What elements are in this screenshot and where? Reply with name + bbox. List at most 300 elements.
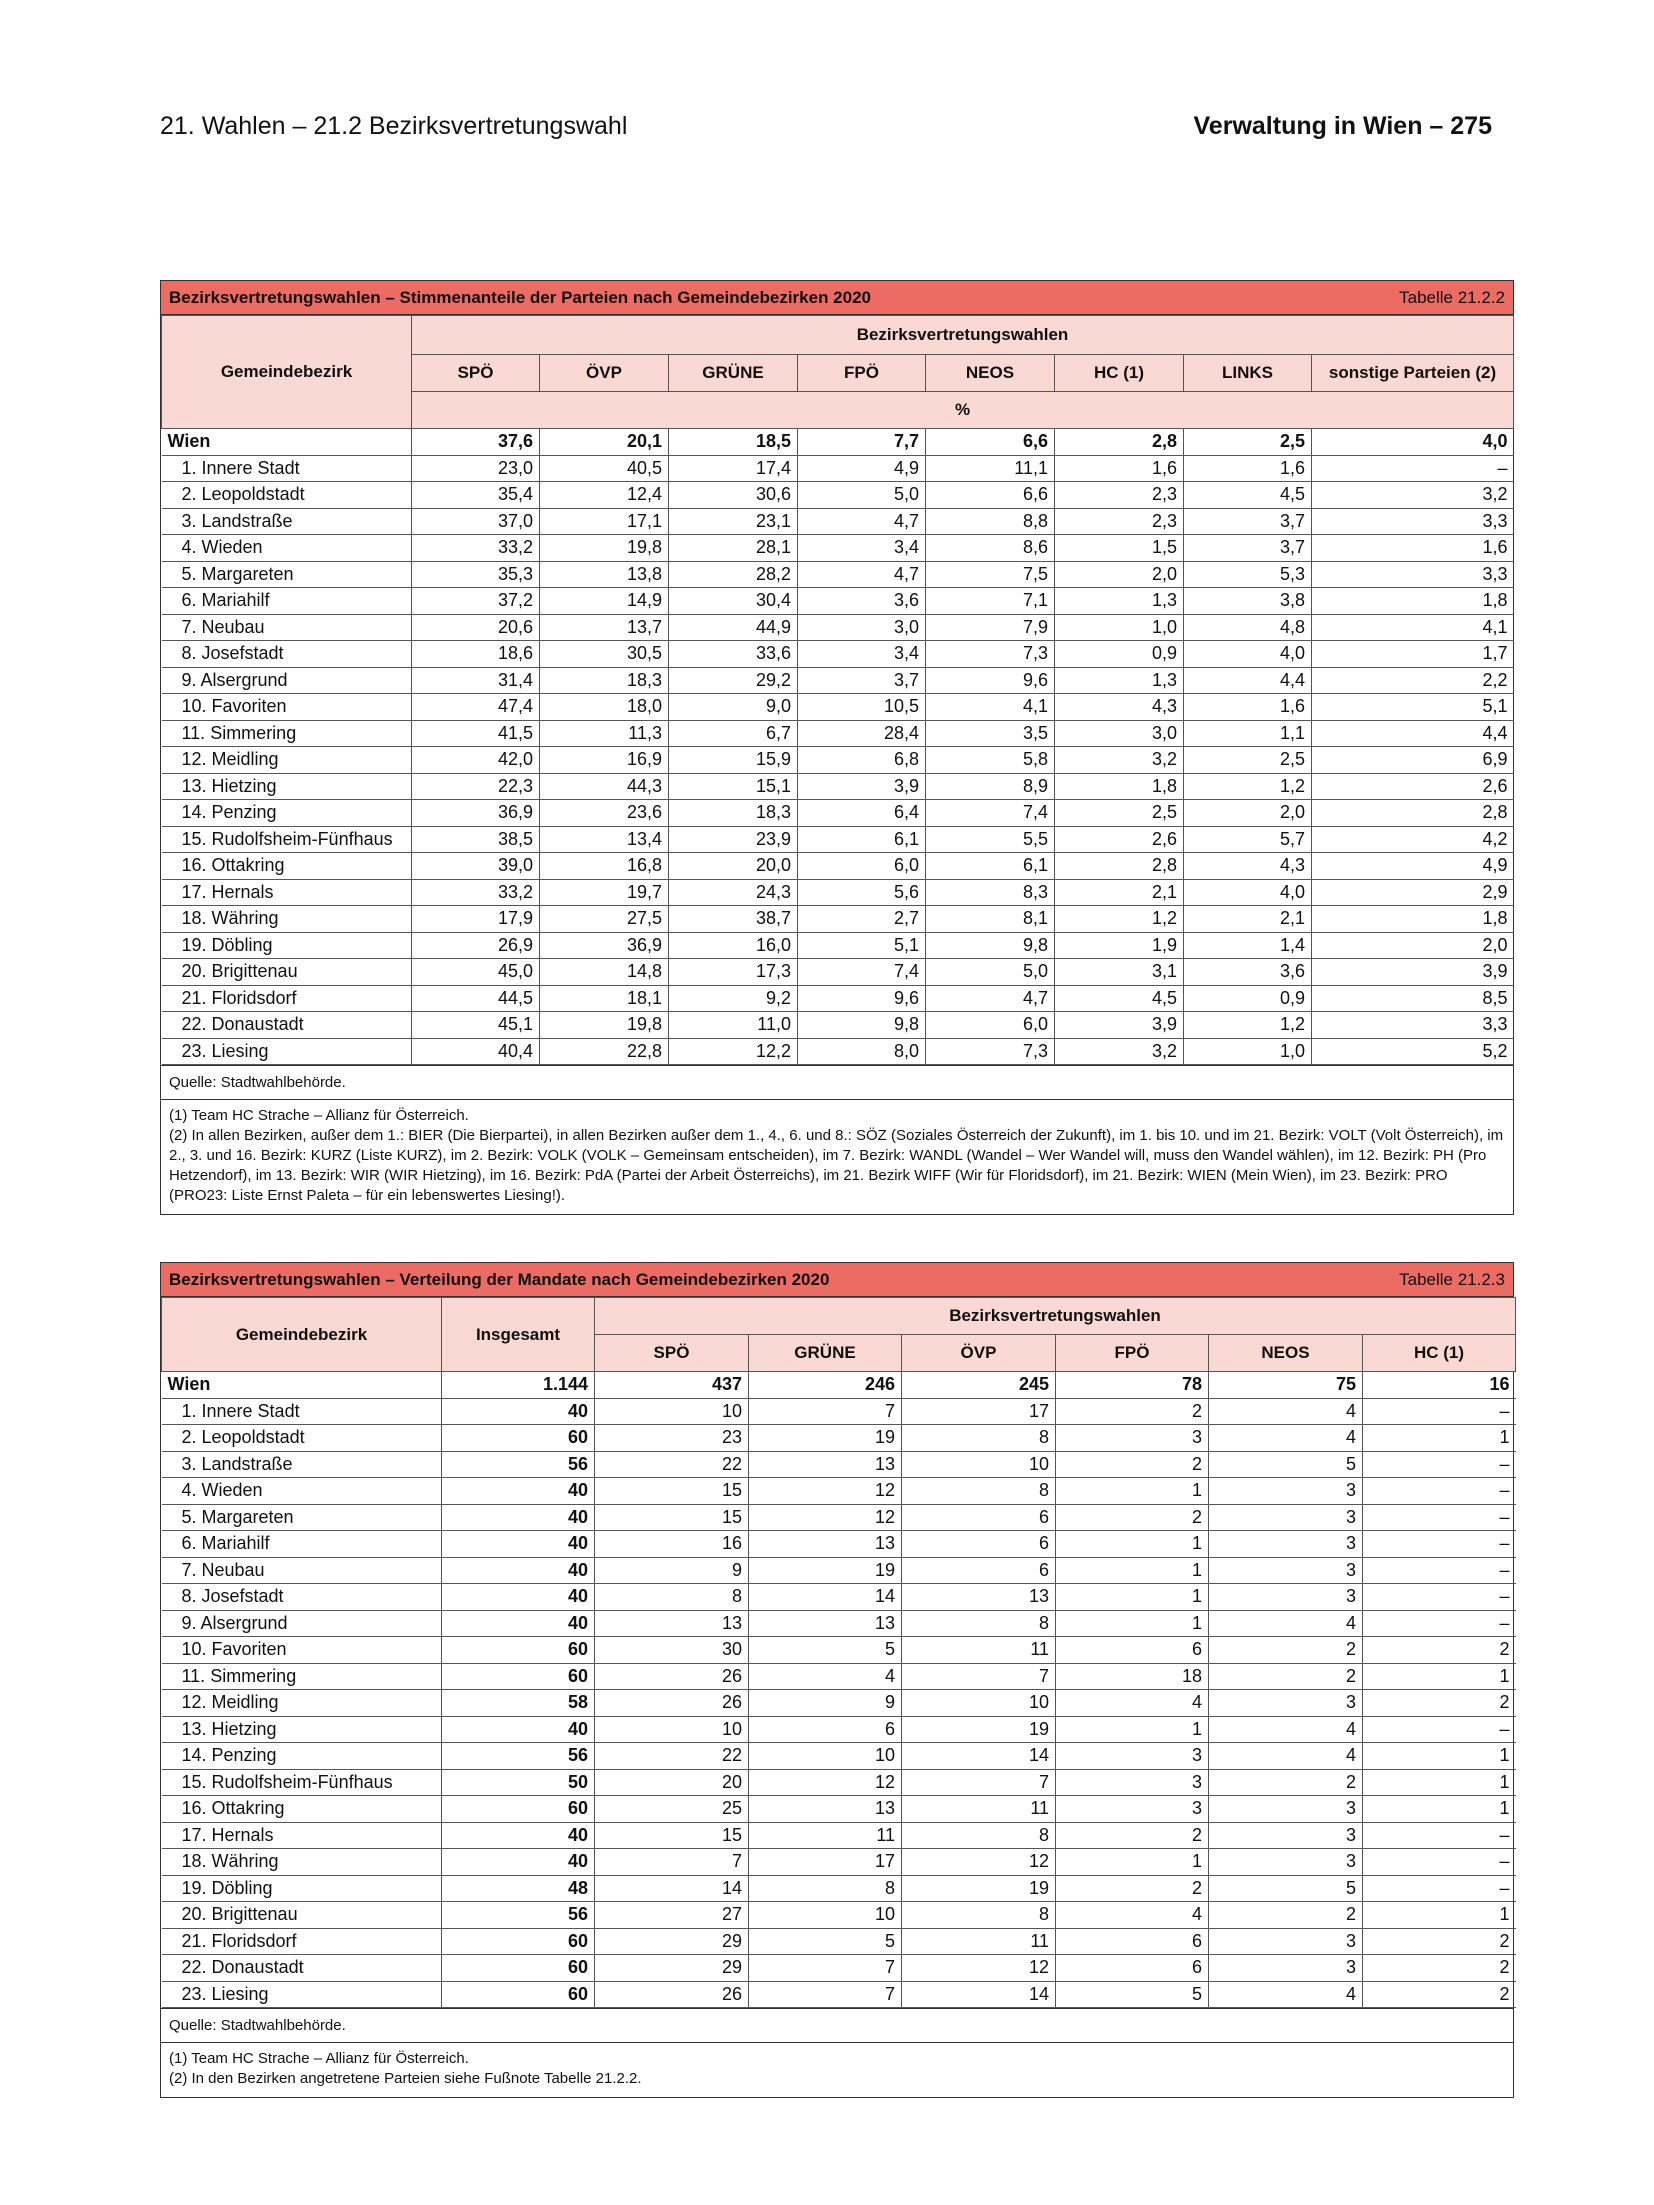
- value-cell: 7: [749, 1398, 902, 1425]
- table-row: [162, 482, 1514, 509]
- value-cell: 3,3: [1312, 1012, 1514, 1039]
- table-row: [162, 1663, 1516, 1690]
- value-cell: 27,5: [540, 906, 669, 933]
- value-cell: 12: [902, 1849, 1056, 1876]
- total-cell: 40: [442, 1849, 595, 1876]
- value-cell: 33,2: [412, 535, 540, 562]
- table-row: [162, 1557, 1516, 1584]
- value-cell: 26,9: [412, 932, 540, 959]
- total-cell: 56: [442, 1902, 595, 1929]
- value-cell: 4,0: [1312, 429, 1514, 456]
- table-row: [162, 853, 1514, 880]
- value-cell: 2: [1363, 1981, 1516, 2008]
- value-cell: 8: [902, 1478, 1056, 1505]
- value-cell: 1,7: [1312, 641, 1514, 668]
- value-cell: 44,9: [669, 614, 798, 641]
- value-cell: 2: [1363, 1955, 1516, 1982]
- column-header: LINKS: [1184, 355, 1312, 392]
- value-cell: 13,4: [540, 826, 669, 853]
- value-cell: 11: [902, 1928, 1056, 1955]
- value-cell: 13: [595, 1610, 749, 1637]
- value-cell: 3,3: [1312, 508, 1514, 535]
- column-header: SPÖ: [412, 355, 540, 392]
- source-note: Quelle: Stadtwahlbehörde.: [161, 2008, 1513, 2042]
- value-cell: 4,7: [798, 508, 926, 535]
- value-cell: 4,0: [1184, 879, 1312, 906]
- district-name: 14. Penzing: [162, 1743, 442, 1770]
- page-header-title: Verwaltung in Wien – 275: [1193, 112, 1492, 140]
- value-cell: –: [1363, 1875, 1516, 1902]
- value-cell: 9,6: [926, 667, 1055, 694]
- value-cell: 45,1: [412, 1012, 540, 1039]
- value-cell: 1,2: [1055, 906, 1184, 933]
- district-name: 16. Ottakring: [162, 1796, 442, 1823]
- value-cell: 6,1: [926, 853, 1055, 880]
- value-cell: 2: [1209, 1769, 1363, 1796]
- value-cell: 8: [902, 1902, 1056, 1929]
- value-cell: 29,2: [669, 667, 798, 694]
- value-cell: 5,7: [1184, 826, 1312, 853]
- district-name: 20. Brigittenau: [162, 1902, 442, 1929]
- value-cell: 17,9: [412, 906, 540, 933]
- value-cell: 7,4: [926, 800, 1055, 827]
- table-vote-shares: [160, 280, 1514, 1215]
- table-row: [162, 1478, 1516, 1505]
- value-cell: 2,6: [1055, 826, 1184, 853]
- value-cell: 19: [749, 1557, 902, 1584]
- value-cell: 28,4: [798, 720, 926, 747]
- value-cell: 7: [595, 1849, 749, 1876]
- value-cell: 3,4: [798, 641, 926, 668]
- value-cell: 8,9: [926, 773, 1055, 800]
- value-cell: 10: [902, 1690, 1056, 1717]
- table-row: [162, 932, 1514, 959]
- value-cell: 24,3: [669, 879, 798, 906]
- value-cell: 2,9: [1312, 879, 1514, 906]
- value-cell: 18,6: [412, 641, 540, 668]
- value-cell: 45,0: [412, 959, 540, 986]
- value-cell: 12: [749, 1769, 902, 1796]
- column-header-district: Gemeindebezirk: [162, 316, 412, 429]
- value-cell: 31,4: [412, 667, 540, 694]
- value-cell: 41,5: [412, 720, 540, 747]
- value-cell: 17,1: [540, 508, 669, 535]
- district-name: 12. Meidling: [162, 1690, 442, 1717]
- footnote: (1) Team HC Strache – Allianz für Österreich.: [169, 1107, 469, 1124]
- value-cell: 1,6: [1312, 535, 1514, 562]
- value-cell: 4,2: [1312, 826, 1514, 853]
- value-cell: 1,4: [1184, 932, 1312, 959]
- source-note: Quelle: Stadtwahlbehörde.: [161, 1065, 1513, 1099]
- value-cell: 15: [595, 1822, 749, 1849]
- value-cell: 4,0: [1184, 641, 1312, 668]
- value-cell: 8,8: [926, 508, 1055, 535]
- value-cell: 2: [1209, 1637, 1363, 1664]
- value-cell: 1: [1363, 1796, 1516, 1823]
- value-cell: 4,7: [798, 561, 926, 588]
- value-cell: 8: [749, 1875, 902, 1902]
- value-cell: 1,3: [1055, 588, 1184, 615]
- value-cell: 30,5: [540, 641, 669, 668]
- table-row: [162, 959, 1514, 986]
- value-cell: 13: [749, 1531, 902, 1558]
- value-cell: 2,8: [1055, 429, 1184, 456]
- value-cell: 1,6: [1055, 455, 1184, 482]
- value-cell: 9,0: [669, 694, 798, 721]
- value-cell: 29: [595, 1928, 749, 1955]
- value-cell: 4: [1209, 1981, 1363, 2008]
- value-cell: 13,8: [540, 561, 669, 588]
- value-cell: 8,1: [926, 906, 1055, 933]
- value-cell: 5,5: [926, 826, 1055, 853]
- table-row: [162, 1425, 1516, 1452]
- table-title-bar: [161, 281, 1513, 315]
- value-cell: 1: [1056, 1849, 1209, 1876]
- value-cell: 3: [1056, 1769, 1209, 1796]
- value-cell: 7,4: [798, 959, 926, 986]
- value-cell: 3,8: [1184, 588, 1312, 615]
- value-cell: –: [1363, 1478, 1516, 1505]
- value-cell: 16: [595, 1531, 749, 1558]
- district-name: 10. Favoriten: [162, 694, 412, 721]
- value-cell: 3,7: [1184, 508, 1312, 535]
- value-cell: 9,8: [926, 932, 1055, 959]
- district-name: 19. Döbling: [162, 932, 412, 959]
- value-cell: 22,3: [412, 773, 540, 800]
- value-cell: 8: [902, 1610, 1056, 1637]
- value-cell: 3: [1209, 1557, 1363, 1584]
- value-cell: 4: [1056, 1902, 1209, 1929]
- table-row: [162, 1769, 1516, 1796]
- value-cell: 7,3: [926, 1038, 1055, 1065]
- value-cell: 6: [1056, 1637, 1209, 1664]
- table-row: [162, 1531, 1516, 1558]
- column-header: NEOS: [1209, 1335, 1363, 1372]
- value-cell: 4: [1209, 1743, 1363, 1770]
- value-cell: 3: [1209, 1796, 1363, 1823]
- value-cell: 11: [749, 1822, 902, 1849]
- district-name: 21. Floridsdorf: [162, 985, 412, 1012]
- value-cell: 44,5: [412, 985, 540, 1012]
- value-cell: 28,2: [669, 561, 798, 588]
- table-row: [162, 614, 1514, 641]
- total-cell: 50: [442, 1769, 595, 1796]
- value-cell: 10: [595, 1398, 749, 1425]
- value-cell: 3,0: [1055, 720, 1184, 747]
- value-cell: 33,2: [412, 879, 540, 906]
- value-cell: 15,9: [669, 747, 798, 774]
- value-cell: 4: [1209, 1425, 1363, 1452]
- value-cell: 4,1: [1312, 614, 1514, 641]
- value-cell: 1,8: [1312, 906, 1514, 933]
- table-title: Bezirksvertretungswahlen – Stimmenanteile der Parteien nach Gemeindebezirken 2020: [169, 287, 871, 307]
- value-cell: 4,3: [1055, 694, 1184, 721]
- district-name: 5. Margareten: [162, 561, 412, 588]
- value-cell: 17: [902, 1398, 1056, 1425]
- table-row: [162, 588, 1514, 615]
- value-cell: 3,7: [798, 667, 926, 694]
- district-name: Wien: [162, 429, 412, 456]
- district-name: 9. Alsergrund: [162, 667, 412, 694]
- value-cell: 5,1: [1312, 694, 1514, 721]
- table-row: [162, 1875, 1516, 1902]
- value-cell: 1,2: [1184, 773, 1312, 800]
- total-cell: 40: [442, 1822, 595, 1849]
- district-name: 4. Wieden: [162, 1478, 442, 1505]
- value-cell: 3,4: [798, 535, 926, 562]
- district-name: 18. Währing: [162, 906, 412, 933]
- value-cell: 5: [749, 1928, 902, 1955]
- value-cell: 3: [1209, 1584, 1363, 1611]
- district-name: 18. Währing: [162, 1849, 442, 1876]
- column-header: HC (1): [1363, 1335, 1516, 1372]
- column-header: HC (1): [1055, 355, 1184, 392]
- value-cell: 23,0: [412, 455, 540, 482]
- value-cell: 4,1: [926, 694, 1055, 721]
- value-cell: 17: [749, 1849, 902, 1876]
- table-row: [162, 1981, 1516, 2008]
- column-header: NEOS: [926, 355, 1055, 392]
- value-cell: 20,6: [412, 614, 540, 641]
- total-cell: 40: [442, 1716, 595, 1743]
- value-cell: 11,1: [926, 455, 1055, 482]
- value-cell: 1,6: [1184, 694, 1312, 721]
- value-cell: 3,2: [1055, 747, 1184, 774]
- value-cell: 16: [1363, 1372, 1516, 1399]
- value-cell: 2,6: [1312, 773, 1514, 800]
- table-row: [162, 1398, 1516, 1425]
- value-cell: 3: [1209, 1478, 1363, 1505]
- table-row: [162, 800, 1514, 827]
- value-cell: 1,1: [1184, 720, 1312, 747]
- table-row: [162, 508, 1514, 535]
- table-row: [162, 1451, 1516, 1478]
- value-cell: 5: [1056, 1981, 1209, 2008]
- table-number: Tabelle 21.2.3: [1399, 1269, 1505, 1289]
- value-cell: 6,9: [1312, 747, 1514, 774]
- value-cell: 245: [902, 1372, 1056, 1399]
- value-cell: 29: [595, 1955, 749, 1982]
- value-cell: 3: [1056, 1425, 1209, 1452]
- value-cell: 33,6: [669, 641, 798, 668]
- district-name: 19. Döbling: [162, 1875, 442, 1902]
- value-cell: 6,0: [926, 1012, 1055, 1039]
- value-cell: 2: [1209, 1663, 1363, 1690]
- value-cell: 13: [902, 1584, 1056, 1611]
- value-cell: 5,3: [1184, 561, 1312, 588]
- value-cell: 6: [902, 1557, 1056, 1584]
- district-name: 17. Hernals: [162, 1822, 442, 1849]
- value-cell: 14: [595, 1875, 749, 1902]
- total-cell: 60: [442, 1637, 595, 1664]
- value-cell: 2,0: [1312, 932, 1514, 959]
- table-row: [162, 826, 1514, 853]
- value-cell: 19,8: [540, 1012, 669, 1039]
- district-name: 7. Neubau: [162, 614, 412, 641]
- value-cell: 38,7: [669, 906, 798, 933]
- value-cell: 2: [1056, 1875, 1209, 1902]
- value-cell: 1,0: [1184, 1038, 1312, 1065]
- column-header: GRÜNE: [669, 355, 798, 392]
- district-name: 16. Ottakring: [162, 853, 412, 880]
- value-cell: 47,4: [412, 694, 540, 721]
- table-row: [162, 1690, 1516, 1717]
- value-cell: 18: [1056, 1663, 1209, 1690]
- district-name: 13. Hietzing: [162, 1716, 442, 1743]
- value-cell: 37,0: [412, 508, 540, 535]
- value-cell: –: [1363, 1557, 1516, 1584]
- mandates-grid: [161, 1297, 1516, 2008]
- district-name: 11. Simmering: [162, 720, 412, 747]
- table-row: [162, 1902, 1516, 1929]
- value-cell: 2,8: [1055, 853, 1184, 880]
- district-name: 20. Brigittenau: [162, 959, 412, 986]
- value-cell: 8,6: [926, 535, 1055, 562]
- value-cell: 2: [1056, 1398, 1209, 1425]
- value-cell: 14: [902, 1981, 1056, 2008]
- value-cell: 0,9: [1184, 985, 1312, 1012]
- value-cell: 7,3: [926, 641, 1055, 668]
- value-cell: 7,1: [926, 588, 1055, 615]
- value-cell: 2,0: [1184, 800, 1312, 827]
- value-cell: 12: [749, 1478, 902, 1505]
- total-cell: 60: [442, 1928, 595, 1955]
- value-cell: 23,1: [669, 508, 798, 535]
- value-cell: 5,2: [1312, 1038, 1514, 1065]
- value-cell: –: [1363, 1849, 1516, 1876]
- value-cell: 12,4: [540, 482, 669, 509]
- column-header: ÖVP: [540, 355, 669, 392]
- value-cell: 30,6: [669, 482, 798, 509]
- value-cell: 10: [902, 1451, 1056, 1478]
- value-cell: 3,2: [1312, 482, 1514, 509]
- value-cell: 3: [1209, 1531, 1363, 1558]
- value-cell: 14,8: [540, 959, 669, 986]
- value-cell: 1,6: [1184, 455, 1312, 482]
- value-cell: 3,5: [926, 720, 1055, 747]
- value-cell: 1: [1056, 1557, 1209, 1584]
- value-cell: 6,1: [798, 826, 926, 853]
- value-cell: 1,8: [1312, 588, 1514, 615]
- value-cell: 10: [749, 1743, 902, 1770]
- total-cell: 40: [442, 1531, 595, 1558]
- total-cell: 60: [442, 1796, 595, 1823]
- value-cell: 1,9: [1055, 932, 1184, 959]
- value-cell: 20,1: [540, 429, 669, 456]
- value-cell: 5: [1209, 1451, 1363, 1478]
- table-row: [162, 1584, 1516, 1611]
- value-cell: 14: [902, 1743, 1056, 1770]
- column-header: ÖVP: [902, 1335, 1056, 1372]
- value-cell: 9,2: [669, 985, 798, 1012]
- value-cell: 11: [902, 1796, 1056, 1823]
- value-cell: 4,5: [1055, 985, 1184, 1012]
- district-name: 10. Favoriten: [162, 1637, 442, 1664]
- table-title: Bezirksvertretungswahlen – Verteilung der Mandate nach Gemeindebezirken 2020: [169, 1269, 830, 1289]
- value-cell: 4: [1209, 1398, 1363, 1425]
- value-cell: 3,9: [798, 773, 926, 800]
- value-cell: 44,3: [540, 773, 669, 800]
- value-cell: 22: [595, 1743, 749, 1770]
- value-cell: 8,5: [1312, 985, 1514, 1012]
- column-header: SPÖ: [595, 1335, 749, 1372]
- value-cell: 3,6: [1184, 959, 1312, 986]
- value-cell: 7: [902, 1663, 1056, 1690]
- value-cell: 9: [595, 1557, 749, 1584]
- value-cell: 1,2: [1184, 1012, 1312, 1039]
- value-cell: 6: [1056, 1955, 1209, 1982]
- value-cell: 1: [1056, 1478, 1209, 1505]
- vote-shares-grid: [161, 315, 1514, 1065]
- column-header: FPÖ: [1056, 1335, 1209, 1372]
- table-row: [162, 1822, 1516, 1849]
- value-cell: 8,0: [798, 1038, 926, 1065]
- value-cell: 3: [1209, 1955, 1363, 1982]
- value-cell: 35,3: [412, 561, 540, 588]
- value-cell: 5,0: [798, 482, 926, 509]
- value-cell: 1: [1363, 1902, 1516, 1929]
- value-cell: 2: [1363, 1928, 1516, 1955]
- value-cell: 19: [902, 1716, 1056, 1743]
- value-cell: –: [1363, 1610, 1516, 1637]
- total-cell: 40: [442, 1398, 595, 1425]
- value-cell: 1: [1056, 1531, 1209, 1558]
- value-cell: 11,0: [669, 1012, 798, 1039]
- value-cell: 8: [902, 1425, 1056, 1452]
- district-name: 8. Josefstadt: [162, 641, 412, 668]
- value-cell: 15,1: [669, 773, 798, 800]
- district-name: 23. Liesing: [162, 1038, 412, 1065]
- value-cell: 6,6: [926, 482, 1055, 509]
- value-cell: 40,4: [412, 1038, 540, 1065]
- value-cell: 5,0: [926, 959, 1055, 986]
- value-cell: 14: [749, 1584, 902, 1611]
- table-row: [162, 1928, 1516, 1955]
- value-cell: 2,1: [1184, 906, 1312, 933]
- value-cell: 13: [749, 1796, 902, 1823]
- value-cell: 22: [595, 1451, 749, 1478]
- table-row: [162, 1796, 1516, 1823]
- value-cell: 10: [749, 1902, 902, 1929]
- value-cell: 2,2: [1312, 667, 1514, 694]
- value-cell: 12: [902, 1955, 1056, 1982]
- value-cell: 30: [595, 1637, 749, 1664]
- value-cell: 4,5: [1184, 482, 1312, 509]
- value-cell: 1: [1363, 1663, 1516, 1690]
- table-row: [162, 1716, 1516, 1743]
- value-cell: 9: [749, 1690, 902, 1717]
- value-cell: 2,3: [1055, 508, 1184, 535]
- value-cell: 40,5: [540, 455, 669, 482]
- unit-header: %: [412, 392, 1514, 429]
- table-row: [162, 1637, 1516, 1664]
- value-cell: 3,7: [1184, 535, 1312, 562]
- value-cell: 1: [1056, 1584, 1209, 1611]
- value-cell: 2: [1056, 1451, 1209, 1478]
- value-cell: 2,5: [1184, 747, 1312, 774]
- value-cell: 1,3: [1055, 667, 1184, 694]
- value-cell: 3: [1209, 1849, 1363, 1876]
- value-cell: 7: [902, 1769, 1056, 1796]
- footnote: (2) In allen Bezirken, außer dem 1.: BIER (Die Bierpartei), in allen Bezirken außer dem 1., 4., 6. und 8.: SÖZ (Soziales Österreich der Zukunft), im 1. bis 10. und im 21. Bezirk: VOLT (Volt Österreich), im 2., 3. und 16. Bezirk: KURZ (Liste KURZ), im 2. Bezirk: VOLK (VOLK – Gemeinsam entscheiden), im 7. Bezirk: WANDL (Wandel – Wer Wandel will, muss den Wandel wählen), im 12. Bezirk: PH (Pro Hetzendorf), im 13. Bezirk: WIR (WIR Hietzing), im 16. Bezirk: PdA (Partei der Arbeit Österreichs), im 21. Bezirk WIFF (Wir für Floridsdorf), im 21. Bezirk: WIEN (Mein Wien), im 23. Bezirk: PRO (PRO23: Liste Ernst Paleta – für ein lebenswertes Liesing!).: [169, 1127, 1504, 1204]
- district-name: 14. Penzing: [162, 800, 412, 827]
- value-cell: 4,4: [1184, 667, 1312, 694]
- value-cell: 18,1: [540, 985, 669, 1012]
- district-name: 2. Leopoldstadt: [162, 482, 412, 509]
- value-cell: 19: [902, 1875, 1056, 1902]
- column-group-header: Bezirksvertretungswahlen: [595, 1298, 1516, 1335]
- total-cell: 40: [442, 1504, 595, 1531]
